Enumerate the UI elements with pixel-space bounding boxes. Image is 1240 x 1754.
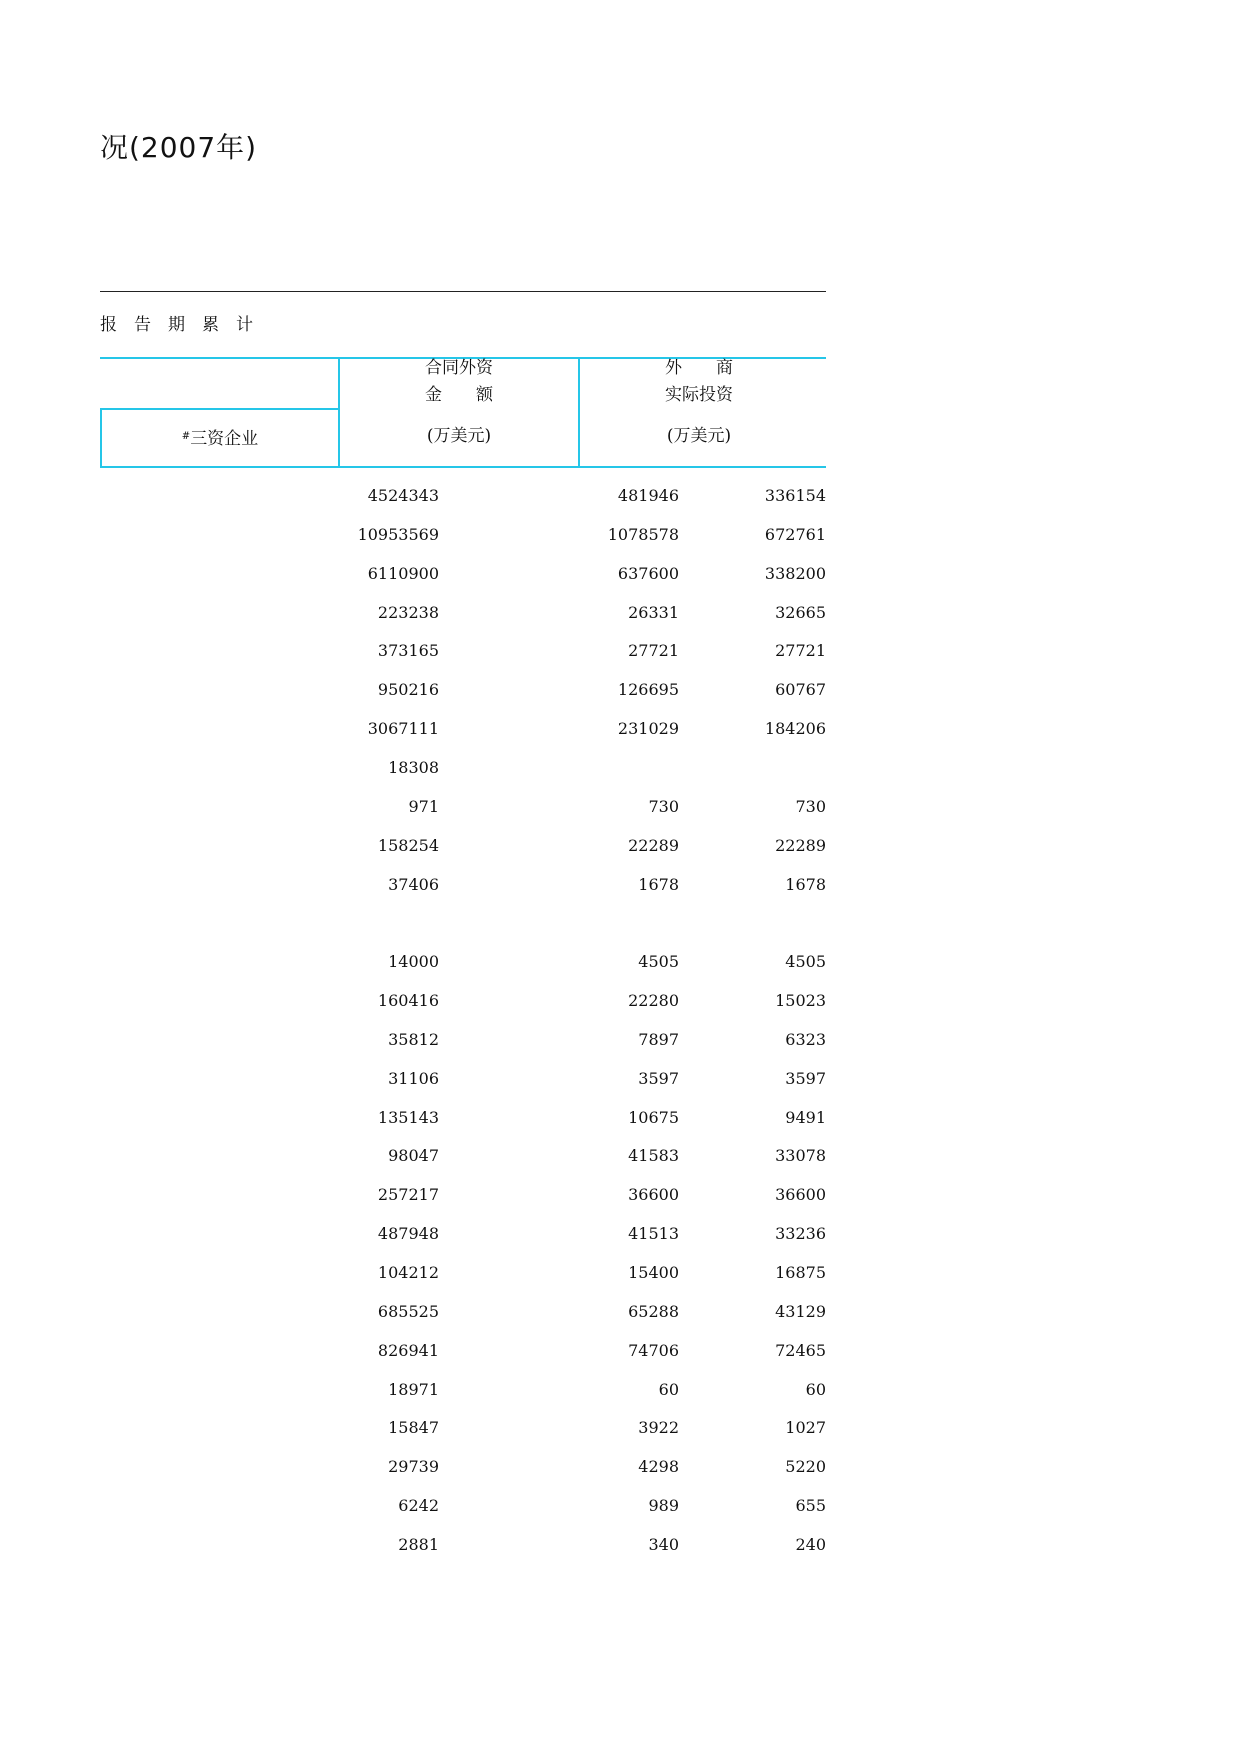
table-cell-col1: 37406 <box>388 875 439 894</box>
table-cell-col1: 135143 <box>377 1108 439 1127</box>
table-row <box>100 833 826 859</box>
table-cell-col2: 481946 <box>617 486 679 505</box>
section-label: 报告期累计 <box>100 315 270 335</box>
table-cell-col3: 33078 <box>775 1146 826 1165</box>
table-cell-col3: 655 <box>795 1496 826 1515</box>
table-row <box>100 677 826 703</box>
table-cell-col2: 15400 <box>628 1263 679 1282</box>
top-rule <box>100 291 826 292</box>
table-row <box>100 1415 826 1441</box>
table-cell-col1: 971 <box>408 797 439 816</box>
table-row <box>100 1260 826 1286</box>
table-cell-col3: 60767 <box>775 680 826 699</box>
table-row <box>100 1532 826 1558</box>
table-cell-col2: 3597 <box>638 1069 679 1088</box>
table-row <box>100 1027 826 1053</box>
table-cell-col2: 65288 <box>628 1302 679 1321</box>
table-cell-col3: 36600 <box>775 1185 826 1204</box>
table-cell-col3: 730 <box>795 797 826 816</box>
table-cell-col2: 36600 <box>628 1185 679 1204</box>
table-cell-col2: 1678 <box>638 875 679 894</box>
table-row <box>100 1493 826 1519</box>
table-cell-col3: 6323 <box>785 1030 826 1049</box>
header-col1 <box>102 423 338 453</box>
table-cell-col1: 257217 <box>377 1185 439 1204</box>
table-cell-col1: 373165 <box>377 641 439 660</box>
table-row <box>100 1221 826 1247</box>
table-cell-col3: 9491 <box>785 1108 826 1127</box>
table-cell-col3: 5220 <box>785 1457 826 1476</box>
table-cell-col1: 950216 <box>377 680 439 699</box>
table-cell-col1: 98047 <box>388 1146 439 1165</box>
table-cell-col2: 7897 <box>638 1030 679 1049</box>
table-row <box>100 949 826 975</box>
table-cell-col2: 730 <box>648 797 679 816</box>
header-inner-border <box>100 408 340 410</box>
table-row <box>100 872 826 898</box>
table-cell-col2: 41583 <box>628 1146 679 1165</box>
table-cell-col1: 2881 <box>398 1535 439 1554</box>
table-row <box>100 1454 826 1480</box>
table-cell-col2: 41513 <box>628 1224 679 1243</box>
table-cell-col3: 32665 <box>775 603 826 622</box>
table-cell-col1: 10953569 <box>357 525 439 544</box>
table-cell-col3: 336154 <box>764 486 826 505</box>
table-row <box>100 1066 826 1092</box>
table-cell-col1: 18308 <box>388 758 439 777</box>
table-row <box>100 1377 826 1403</box>
table-row <box>100 600 826 626</box>
table-cell-col1: 6110900 <box>367 564 439 583</box>
table-cell-col3: 15023 <box>775 991 826 1010</box>
table-row <box>100 910 826 936</box>
table-row <box>100 522 826 548</box>
table-cell-col1: 15847 <box>388 1418 439 1437</box>
table-cell-col2: 74706 <box>628 1341 679 1360</box>
table-cell-col1: 4524343 <box>367 486 439 505</box>
header-col3-line1: 外 商 <box>665 358 733 378</box>
table-cell-col3: 184206 <box>764 719 826 738</box>
table-row <box>100 716 826 742</box>
table-cell-col1: 35812 <box>388 1030 439 1049</box>
table-cell-col3: 27721 <box>775 641 826 660</box>
table-cell-col2: 22289 <box>628 836 679 855</box>
table-cell-col3: 22289 <box>775 836 826 855</box>
table-cell-col1: 3067111 <box>367 719 439 738</box>
table-row <box>100 1182 826 1208</box>
table-cell-col1: 18971 <box>388 1380 439 1399</box>
table-row <box>100 1338 826 1364</box>
table-cell-col1: 487948 <box>377 1224 439 1243</box>
table-cell-col3: 33236 <box>775 1224 826 1243</box>
table-cell-col2: 27721 <box>628 641 679 660</box>
table-cell-col1: 160416 <box>377 991 439 1010</box>
table-cell-col3: 4505 <box>785 952 826 971</box>
table-cell-col3: 240 <box>795 1535 826 1554</box>
header-bottom-border <box>100 466 826 468</box>
table-cell-col2: 4505 <box>638 952 679 971</box>
table-cell-col2: 637600 <box>617 564 679 583</box>
header-col3-unit: (万美元) <box>666 426 732 446</box>
table-cell-col2: 22280 <box>628 991 679 1010</box>
page-title: 况(2007年) <box>100 131 258 164</box>
table-cell-col1: 29739 <box>388 1457 439 1476</box>
table-cell-col3: 1678 <box>785 875 826 894</box>
table-cell-col2: 126695 <box>617 680 679 699</box>
table-cell-col2: 989 <box>648 1496 679 1515</box>
table-cell-col3: 338200 <box>764 564 826 583</box>
table-row <box>100 1299 826 1325</box>
table-row <box>100 988 826 1014</box>
table-cell-col3: 43129 <box>775 1302 826 1321</box>
table-cell-col3: 60 <box>805 1380 826 1399</box>
table-cell-col2: 10675 <box>628 1108 679 1127</box>
table-cell-col1: 31106 <box>388 1069 439 1088</box>
table-cell-col1: 685525 <box>377 1302 439 1321</box>
table-cell-col3: 1027 <box>785 1418 826 1437</box>
table-cell-col3: 72465 <box>775 1341 826 1360</box>
header-col2-line1: 合同外资 <box>425 358 493 378</box>
table-cell-col1: 223238 <box>377 603 439 622</box>
table-row <box>100 794 826 820</box>
table-cell-col2: 4298 <box>638 1457 679 1476</box>
header-col2-unit: (万美元) <box>426 426 492 446</box>
table-row <box>100 561 826 587</box>
table-cell-col3: 16875 <box>775 1263 826 1282</box>
table-row <box>100 1143 826 1169</box>
table-cell-col2: 26331 <box>628 603 679 622</box>
table-row <box>100 483 826 509</box>
table-cell-col1: 104212 <box>377 1263 439 1282</box>
table-cell-col2: 60 <box>658 1380 679 1399</box>
table-cell-col2: 340 <box>648 1535 679 1554</box>
table-cell-col2: 3922 <box>638 1418 679 1437</box>
table-cell-col3: 3597 <box>785 1069 826 1088</box>
table-cell-col1: 6242 <box>398 1496 439 1515</box>
table-row <box>100 1105 826 1131</box>
table-cell-col1: 826941 <box>377 1341 439 1360</box>
table-row <box>100 638 826 664</box>
header-col1-label: 三资企业 <box>190 429 259 449</box>
table-cell-col2: 1078578 <box>607 525 679 544</box>
table-row <box>100 755 826 781</box>
header-col1-marker: # <box>181 431 191 442</box>
table-cell-col1: 158254 <box>377 836 439 855</box>
table-cell-col2: 231029 <box>617 719 679 738</box>
header-col2-line2: 金 额 <box>425 385 493 405</box>
table-cell-col1: 14000 <box>388 952 439 971</box>
table-cell-col3: 672761 <box>764 525 826 544</box>
header-col3-line2: 实际投资 <box>665 385 733 405</box>
